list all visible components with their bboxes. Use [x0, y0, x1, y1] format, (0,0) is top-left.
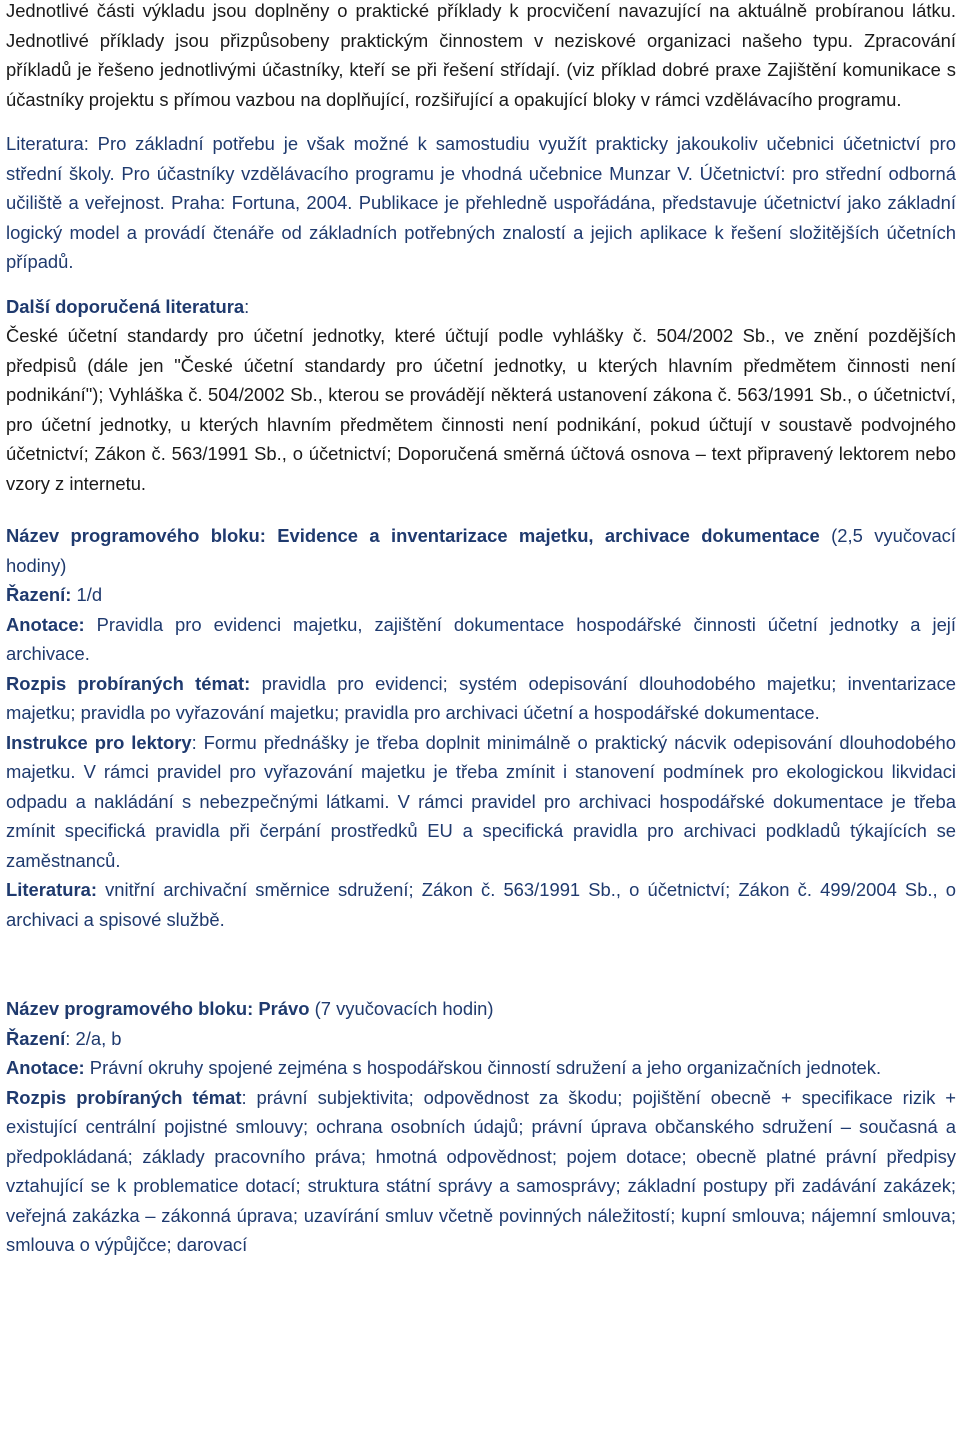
- block-annotation-text: Právní okruhy spojené zejména s hospodářskou činností sdružení a jeho organizačních jednotek.: [84, 1057, 882, 1078]
- block-literature-label: Literatura:: [6, 879, 97, 900]
- block-order-label: Řazení:: [6, 584, 72, 605]
- intro-text: Jednotlivé části výkladu jsou doplněny o praktické příklady k procvičení navazující na aktuálně probíranou látku. Jednotlivé příklady jsou přizpůsobeny praktickým činnostem v neziskové organizaci našeho typu. Zpracování příkladů je řešeno jednotlivými účastníky, kteří se při řešení střídají. (viz příklad dobré praxe Zajištění komunikace s účastníky projektu s přímou vazbou na doplňující, rozšiřující a opakující bloky v rámci vzdělávacího programu.: [6, 0, 956, 110]
- block-literature: [6, 875, 956, 934]
- further-literature-heading: [6, 292, 956, 322]
- block-annotation: [6, 1053, 956, 1083]
- block-name-title: Evidence a inventarizace majetku, archivace dokumentace: [265, 525, 820, 546]
- block-topics-label: Rozpis probíraných témat:: [6, 672, 251, 694]
- literature-text: Pro základní potřebu je však možné k samostudiu využít prakticky jakoukoliv učebnici účetnictví pro střední školy. Pro účastníky vzdělávacího programu je vhodná učebnice Munzar V. Účetnictví: pro střední odborná učiliště a veřejnost. Praha: Fortuna, 2004. Publikace je přehledně uspořádána, představuje účetnictví jako základní logický model a provádí čtenáře od základních potřebných znalostí a jejich aplikace k řešení složitějších účetních případů.: [6, 133, 956, 272]
- block-topics: [6, 669, 956, 728]
- intro-paragraph: [6, 0, 956, 114]
- literature-label: Literatura:: [6, 133, 89, 154]
- block-order-label: Řazení: [6, 1027, 66, 1049]
- block-topics-text: : právní subjektivita; odpovědnost za škodu; pojištění obecně + specifikace rizik + existující centrální pojistné smlouvy; ochrana osobních údajů; právní úprava občanského sdružení – současná a předpokládaná; základy pracovního práva; hmotná odpovědnost; pojem dotace; obecně platné právní předpisy vztahující se k problematice dotací; struktura státní správy a samosprávy; základní postupy při zadávání zakázek; veřejná zakázka – zákonná úprava; uzavírání smluv včetně povinných náležitostí; kupní smlouva; nájemní smlouva; smlouva o výpůjčce; darovací: [6, 1086, 956, 1255]
- block-name-hours: (2,5 vyučovací hodiny): [6, 525, 956, 576]
- block-instructions-text: : Formu přednášky je třeba doplnit minimálně o praktický nácvik odepisování dlouhodobého majetku. V rámci pravidel pro vyřazování majetku je třeba zmínit i stanovení podmínek pro ekologickou likvidaci odpadu a nakládání s nebezpečnými látkami. V rámci pravidel pro archivaci hospodářské dokumentace je třeba zmínit specifická pravidla při čerpání prostředků EU a specifická pravidla pro archivaci podkladů týkajících se zaměstnanců.: [6, 731, 956, 871]
- block-name-line: [6, 994, 956, 1024]
- document-page: [6, 0, 956, 1260]
- further-literature-list: [6, 321, 956, 498]
- literature-paragraph: [6, 129, 956, 277]
- program-block-law: [6, 994, 956, 1260]
- further-literature-label: Další doporučená literatura: [6, 295, 245, 317]
- block-order-line: [6, 1024, 956, 1054]
- block-name-hours: (7 vyučovacích hodin): [309, 998, 494, 1019]
- block-annotation-label: Anotace:: [6, 613, 85, 635]
- block-order-value: : 2/a, b: [65, 1027, 122, 1049]
- block-annotation-label: Anotace:: [6, 1057, 85, 1078]
- block-name-line: [6, 521, 956, 580]
- block-topics: [6, 1083, 956, 1260]
- block-instructions: [6, 728, 956, 876]
- block-order-line: [6, 580, 956, 610]
- block-annotation-text: Pravidla pro evidenci majetku, zajištění dokumentace hospodářské činnosti účetní jednotky a její archivace.: [6, 613, 956, 664]
- further-literature-colon: :: [244, 295, 250, 317]
- program-block-evidence: [6, 521, 956, 934]
- block-name-title: Právo: [253, 998, 310, 1019]
- further-literature-text: České účetní standardy pro účetní jednotky, které účtují podle vyhlášky č. 504/2002 Sb., ve znění pozdějších předpisů (dále jen "České účetní standardy pro účetní jednotky, u kterých hlavním předmětem činnosti není podnikání"); Vyhláška č. 504/2002 Sb., kterou se provádějí některá ustanovení zákona č. 563/1991 Sb., o účetnictví, pro účetní jednotky, u kterých hlavním předmětem činnosti není podnikání, pokud účtují v soustavě podvojného účetnictví; Zákon č. 563/1991 Sb., o účetnictví; Doporučená směrná účtová osnova – text připravený lektorem nebo vzory z internetu.: [6, 325, 956, 494]
- block-topics-text: pravidla pro evidenci; systém odepisování dlouhodobého majetku; inventarizace majetku; pravidla po vyřazování majetku; pravidla pro archivaci účetní a hospodářské dokumentace.: [6, 672, 956, 723]
- block-literature-text: vnitřní archivační směrnice sdružení; Zákon č. 563/1991 Sb., o účetnictví; Zákon č. 499/2004 Sb., o archivaci a spisové službě.: [6, 879, 956, 930]
- block-name-label: Název programového bloku:: [6, 525, 266, 546]
- block-annotation: [6, 610, 956, 669]
- block-name-label: Název programového bloku:: [6, 998, 254, 1019]
- block-topics-label: Rozpis probíraných témat: [6, 1086, 242, 1108]
- block-instructions-label: Instrukce pro lektory: [6, 731, 192, 753]
- block-order-value: 1/d: [71, 584, 103, 605]
